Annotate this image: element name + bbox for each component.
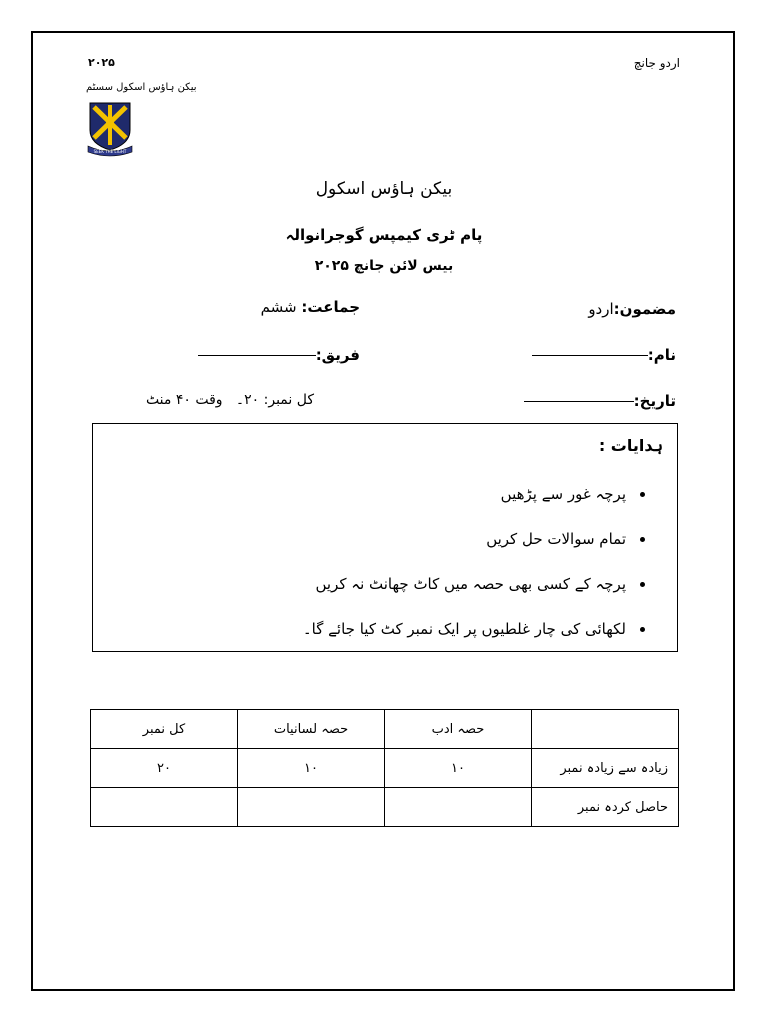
- campus-name: پام ٹری کیمپس گوجرانوالہ: [285, 226, 483, 244]
- marks-table: [90, 709, 679, 827]
- table-row-label: زیادہ سے زیادہ نمبر: [532, 749, 679, 788]
- name-label: نام:: [647, 346, 676, 364]
- date-label: تاریخ:: [633, 392, 676, 410]
- name-blank-line[interactable]: [532, 355, 648, 356]
- group-label: فریق:: [315, 346, 360, 364]
- table-header-cell: کل نمبر: [91, 710, 238, 749]
- group-field: [198, 346, 360, 364]
- instructions-title: ہدایات :: [598, 436, 663, 455]
- list-item: پرچہ غور سے پڑھیں: [303, 476, 645, 521]
- table-cell: ۱۰: [238, 749, 385, 788]
- time-allowed: وقت ۴۰ منٹ: [145, 392, 223, 408]
- school-crest-icon: [86, 100, 134, 158]
- bullet-icon: [640, 492, 645, 497]
- school-name: بیکن ہاؤس اسکول: [315, 179, 453, 199]
- subject-value: اردو: [588, 300, 614, 318]
- date-field: [524, 392, 676, 410]
- list-item: لکھائی کی چار غلطیوں پر ایک نمبر کٹ کیا جائے گا۔: [303, 611, 645, 656]
- bullet-icon: [640, 627, 645, 632]
- table-header-cell: حصہ لسانیات: [238, 710, 385, 749]
- instructions-box: [92, 423, 678, 652]
- date-blank-line[interactable]: [524, 401, 634, 402]
- subject-field: [588, 300, 676, 318]
- table-cell: ۱۰: [385, 749, 532, 788]
- table-header-cell: [532, 710, 679, 749]
- year: ۲۰۲۵: [88, 56, 115, 69]
- system-name: بیکن ہاؤس اسکول سسٹم: [86, 82, 197, 93]
- bullet-icon: [640, 582, 645, 587]
- table-row: [91, 788, 679, 827]
- group-blank-line[interactable]: [198, 355, 316, 356]
- subject-heading: اردو جانچ: [633, 56, 680, 70]
- marks-time-field: [146, 392, 314, 408]
- instructions-list: [303, 476, 645, 656]
- bullet-icon: [640, 537, 645, 542]
- subject-label: مضمون:: [613, 300, 676, 318]
- table-cell: ۲۰: [91, 749, 238, 788]
- table-header-cell: حصہ ادب: [385, 710, 532, 749]
- grade-value: ششم: [260, 298, 297, 316]
- table-cell[interactable]: [91, 788, 238, 827]
- table-cell[interactable]: [385, 788, 532, 827]
- name-field: [532, 346, 676, 364]
- table-row: [91, 749, 679, 788]
- list-item: تمام سوالات حل کریں: [303, 521, 645, 566]
- table-header-row: [91, 710, 679, 749]
- table-row-label: حاصل کردہ نمبر: [532, 788, 679, 827]
- grade-field: [261, 298, 360, 316]
- table-cell[interactable]: [238, 788, 385, 827]
- logo-motto: SEEK THE LIGHT: [93, 149, 127, 154]
- list-item: پرچہ کے کسی بھی حصہ میں کاٹ چھانٹ نہ کریں: [303, 566, 645, 611]
- grade-label: جماعت:: [301, 298, 360, 316]
- total-marks: کل نمبر: ۲۰۔: [235, 392, 314, 408]
- exam-title: بیس لائن جانچ ۲۰۲۵: [314, 258, 454, 274]
